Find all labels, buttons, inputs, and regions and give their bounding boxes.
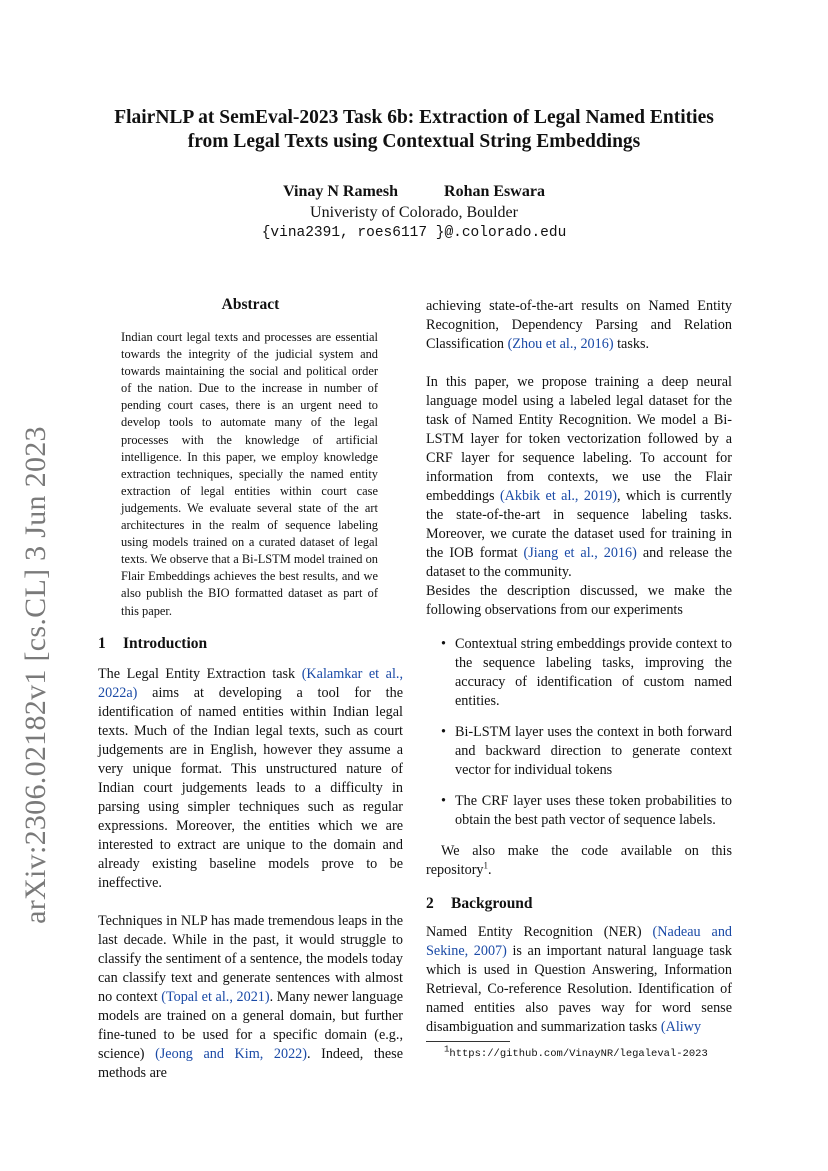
citation-jiang[interactable]: (Jiang et al., 2016) (523, 545, 637, 561)
left-column (98, 295, 403, 1083)
arxiv-id: arXiv:2306.02182v1 [cs.CL] 3 Jun 2023 (19, 426, 53, 924)
author-names (80, 181, 748, 202)
footnote-number: 1 (444, 1044, 450, 1055)
bullet-glyph: • (441, 793, 446, 809)
right-paragraph-3: Besides the description discussed, we make the following observations from our experiments (426, 583, 732, 618)
citation-nadeau[interactable]: (Nadeau and Sekine, 2007) (426, 924, 733, 959)
citation-kalamkar[interactable]: (Kalamkar et al., 2022a) (98, 665, 403, 701)
bullet-glyph: • (441, 636, 446, 652)
intro-p1-text-a: The Legal Entity Extraction task (98, 665, 296, 682)
citation-jeong[interactable]: (Jeong and Kim, 2022) (155, 1045, 307, 1062)
abstract-text: Indian court legal texts and processes are essential towards the integrity of the judicial system and towards maintaining the social and political order of the nation. Due to the increase in number of pending court cases, there is an urgent need to develop tools to automate many of the legal processes with the knowledge of artificial intelligence. In this paper, we employ knowledge extraction techniques, specially the named entity extraction of legal entities within court case judgements. We evaluate several state of the art architectures in the realm of sequence labeling using models trained on a curated dataset of legal texts. We observe that a Bi-LSTM model trained on Flair Embeddings achieves the best results, and we also publish the BIO formatted dataset as part of this paper. (121, 330, 378, 618)
intro-paragraph-1 (98, 665, 403, 893)
section-2-number: 2 (426, 895, 434, 912)
citation-akbik[interactable]: (Akbik et al., 2019) (499, 488, 617, 504)
citation-topal[interactable]: (Topal et al., 2021) (161, 988, 270, 1005)
bullet-glyph: • (441, 724, 446, 740)
footnote-rule (426, 1041, 510, 1042)
intro-p2-text-c: . Indeed, these methods are (98, 1045, 403, 1081)
observations-list (426, 635, 732, 830)
title-line-1: FlairNLP at SemEval-2023 Task 6b: Extraction of Legal Named Entities (114, 107, 714, 128)
section-1-title: Introduction (123, 634, 208, 652)
right-p4-text: We also make the code available on this repository (426, 843, 732, 878)
arxiv-sidebar-stamp (14, 375, 58, 975)
right-paragraph-2 (426, 373, 732, 582)
list-item-text: The CRF layer uses these token probabilities to obtain the best path vector of sequence labels. (455, 793, 732, 828)
right-paragraph-1 (426, 297, 732, 354)
background-paragraph-1 (426, 923, 732, 1037)
citation-aliwy[interactable]: (Aliwy (660, 1019, 702, 1035)
author-1: Vinay N Ramesh (283, 183, 399, 200)
list-item (426, 635, 732, 711)
abstract-heading: Abstract (221, 296, 280, 313)
right-column (426, 297, 732, 1060)
list-item-text: Contextual string embeddings provide context to the sequence labeling tasks, improving the accuracy of identification of custom named entities. (455, 636, 733, 709)
section-1-number: 1 (98, 634, 106, 652)
right-p1-text-a: achieving state-of-the-art results on Named Entity Recognition, Dependency Parsing and Relation Classification (426, 298, 732, 352)
list-item-text: Bi-LSTM layer uses the context in both forward and backward direction to generate context vector for individual tokens (455, 724, 732, 778)
intro-paragraph-2 (98, 912, 403, 1083)
section-1-heading (98, 634, 403, 653)
list-item (426, 792, 732, 830)
intro-p1-text-b: aims at developing a tool for the identification of named entities within Indian legal texts. Much of the Indian legal texts, such as court judgements are in English, however they assume a very unique format. This unstructured nature of Indian court judgements leads to a difficulty in parsing using simpler techniques such as regular expressions. Moreover, the entities which we are interested to extract are unique to the domain and already existing baseline models prove to be ineffective. (98, 684, 404, 891)
author-block (80, 181, 748, 244)
section-2-title: Background (451, 895, 533, 912)
right-p2-text-b: , which is currently the state-of-the-art in sequence labeling tasks. Moreover, we curate the dataset used for training in the IOB format (426, 488, 733, 561)
affiliation: Univeristy of Colorado, Boulder (310, 204, 518, 221)
right-p1-text-b: tasks. (617, 336, 650, 352)
paper-title (80, 106, 748, 154)
right-paragraph-4: We also make the code available on this repository$^1$. (426, 843, 732, 878)
intro-p2-text-b: . Many newer language models are trained on a general domain, but further fine-tuned to be used for a specific domain (e.g., science) (98, 988, 404, 1062)
footnote-marker[interactable]: 1 (483, 860, 489, 871)
section-2-heading (426, 894, 732, 913)
citation-zhou[interactable]: (Zhou et al., 2016) (507, 336, 614, 352)
author-2: Rohan Eswara (444, 183, 545, 200)
footnote (426, 1044, 732, 1060)
right-p2-text-a: In this paper, we propose training a deep neural language model using a labeled legal dataset for the task of Named Entity Recognition. We model a Bi-LSTM layer for token vectorization followed by a CRF layer for sequence labeling. To account for information from contexts, we use the Flair embeddings (426, 374, 732, 504)
footnote-url-link[interactable]: https://github.com/VinayNR/legaleval-2023 (449, 1048, 708, 1060)
intro-p2-text-a: Techniques in NLP has made tremendous leaps in the last decade. While in the past, it would struggle to classify the sentiment of a sentence, the models today can classify text and generate sentences with almost no context (98, 912, 403, 1005)
list-item (426, 723, 732, 780)
author-emails: {vina2391, roes6117 }@.colorado.edu (261, 225, 567, 241)
right-p2-text-c: and release the dataset to the community. (426, 545, 732, 580)
bg-p1-text-a: Named Entity Recognition (NER) (426, 924, 642, 940)
title-line-2: from Legal Texts using Contextual String Embeddings (187, 131, 641, 152)
bg-p1-text-b: is an important natural language task which is used in Question Answering, Information Retrieval, Co-reference Resolution. Identification of named entities also paves way for word sense disambiguation and summarization tasks (426, 943, 732, 1035)
